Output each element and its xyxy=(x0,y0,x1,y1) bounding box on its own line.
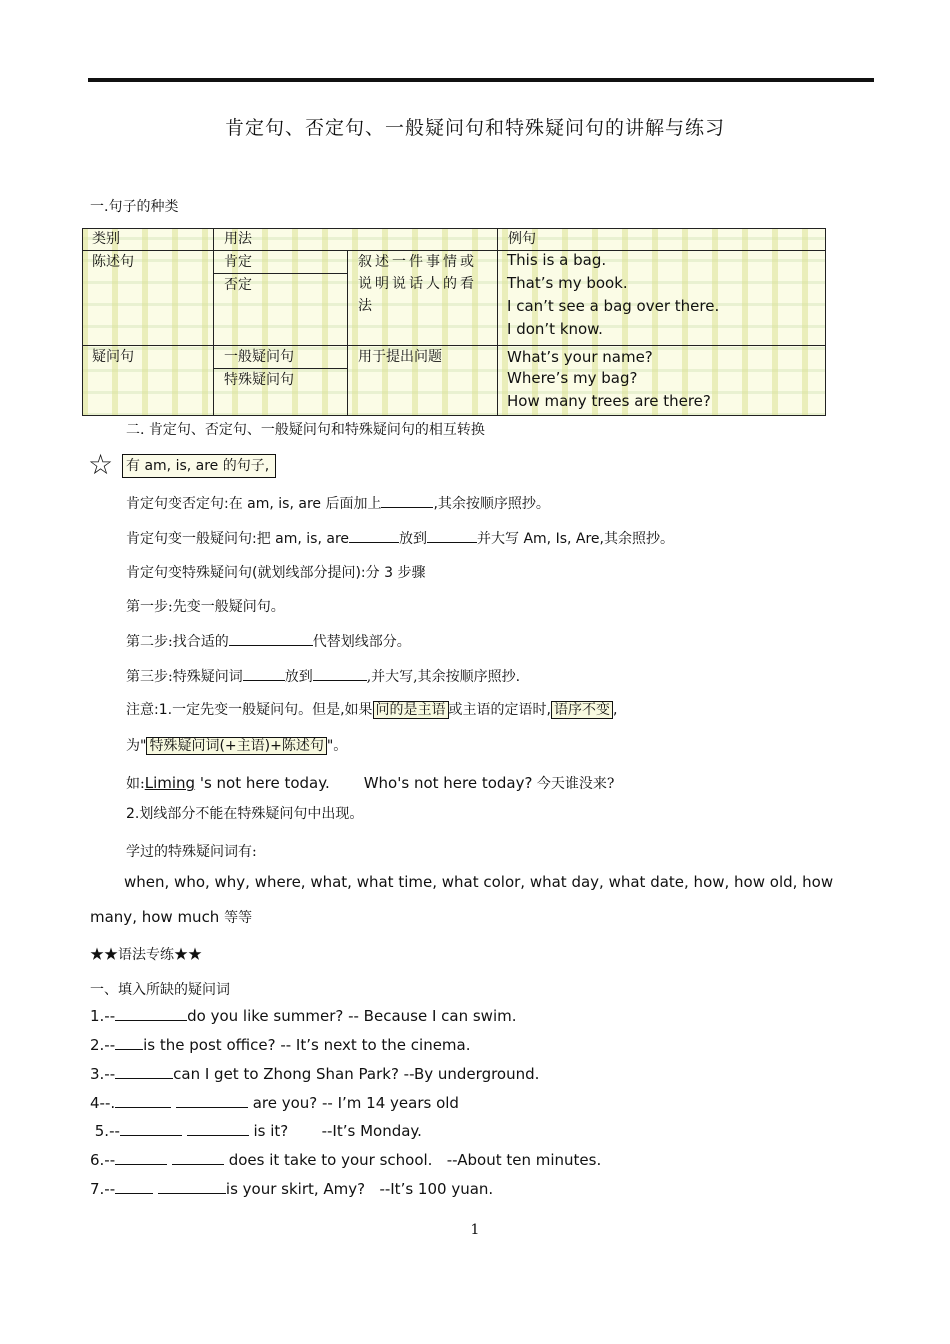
row1-category: 陈述句 xyxy=(92,254,134,270)
step-2: 第二步:找合适的 代替划线部分。 xyxy=(126,631,411,652)
exercise-item: 3.-- can I get to Zhong Shan Park? --By underground. xyxy=(90,1065,540,1083)
note-2: 2.划线部分不能在特殊疑问句中出现。 xyxy=(126,806,364,822)
question-words-line2: many, how much 等等 xyxy=(90,908,253,926)
row1-example: I don’t know. xyxy=(507,320,603,338)
row2-example: How many trees are there? xyxy=(507,392,711,410)
rule-general-question: 肯定句变一般疑问句:把 am, is, are 放到 并大写 Am, Is, Are,其余照抄。 xyxy=(126,528,674,549)
row2-sub1: 一般疑问句 xyxy=(224,349,294,365)
note-formula: 为" 特殊疑问词(+主语)+陈述句 "。 xyxy=(126,738,348,754)
row2-example: Where’s my bag? xyxy=(507,369,638,387)
exercise-item: 4--. are you? -- I’m 14 years old xyxy=(90,1094,459,1112)
exercise-item: 1.-- do you like summer? -- Because I can swim. xyxy=(90,1007,517,1025)
section1-heading: 一.句子的种类 xyxy=(90,199,179,215)
example-line: 如:Liming 's not here today. Who's not here today? 今天谁没来? xyxy=(126,774,615,792)
row1-sub2: 否定 xyxy=(224,277,252,293)
note-1: 注意:1.一定先变一般疑问句。但是,如果 问的是主语 或主语的定语时, 语序不变 , xyxy=(126,702,618,718)
question-words-line1: when, who, why, where, what, what time, what color, what day, what date, how, how old, how xyxy=(124,873,834,891)
exercise-item: 6.-- does it take to your school. --About ten minutes. xyxy=(90,1151,602,1169)
exercise-item: 2.-- is the post office? -- It’s next to the cinema. xyxy=(90,1036,471,1054)
note-box-subject: 问的是主语 xyxy=(373,701,449,719)
star-icon: ☆ xyxy=(88,448,114,481)
rule-negative: 肯定句变否定句:在 am, is, are 后面加上 ,其余按顺序照抄。 xyxy=(126,493,550,514)
am-is-are-box xyxy=(122,454,276,478)
row2-category: 疑问句 xyxy=(92,349,134,365)
row1-example: I can’t see a bag over there. xyxy=(507,297,720,315)
header-usage: 用法 xyxy=(224,231,252,247)
formula-box: 特殊疑问词(+主语)+陈述句 xyxy=(146,737,326,755)
row1-usage-line3: 法 xyxy=(358,298,372,314)
row1-sub1: 肯定 xyxy=(224,254,252,270)
row1-example: This is a bag. xyxy=(507,251,607,269)
header-category: 类别 xyxy=(92,231,120,247)
row2-usage: 用于提出问题 xyxy=(358,349,442,365)
page-title: 肯定句、否定句、一般疑问句和特殊疑问句的讲解与练习 xyxy=(224,117,725,139)
learned-heading: 学过的特殊疑问词有: xyxy=(126,844,257,860)
step-3: 第三步:特殊疑问词 放到 ,并大写,其余按顺序照抄. xyxy=(126,666,520,687)
sentence-types-table xyxy=(82,228,826,416)
step-1: 第一步:先变一般疑问句。 xyxy=(126,599,285,615)
row1-usage-line1: 叙述一件事情或 xyxy=(358,254,477,270)
row1-example: That’s my book. xyxy=(507,274,628,292)
page-number: 1 xyxy=(470,1222,480,1238)
row2-sub2: 特殊疑问句 xyxy=(224,372,294,388)
box-label: 有 am, is, are 的句子, xyxy=(126,458,270,474)
note-box-order: 语序不变 xyxy=(551,701,613,719)
row1-usage-line2: 说明说话人的看 xyxy=(358,276,477,292)
underlined-word: Liming xyxy=(144,774,196,792)
row2-example: What’s your name? xyxy=(507,348,653,366)
practice-subheading: 一、填入所缺的疑问词 xyxy=(90,982,230,998)
exercise-item: 5.-- is it? --It’s Monday. xyxy=(90,1122,422,1140)
exercise-item: 7.-- is your skirt, Amy? --It’s 100 yuan. xyxy=(90,1180,494,1198)
rule-special-question: 肯定句变特殊疑问句(就划线部分提问):分 3 步骤 xyxy=(126,565,426,581)
practice-heading: ★★语法专练★★ xyxy=(90,947,202,963)
header-examples: 例句 xyxy=(508,231,536,247)
top-rule xyxy=(88,78,874,82)
section2-heading: 二. 肯定句、否定句、一般疑问句和特殊疑问句的相互转换 xyxy=(126,422,485,438)
